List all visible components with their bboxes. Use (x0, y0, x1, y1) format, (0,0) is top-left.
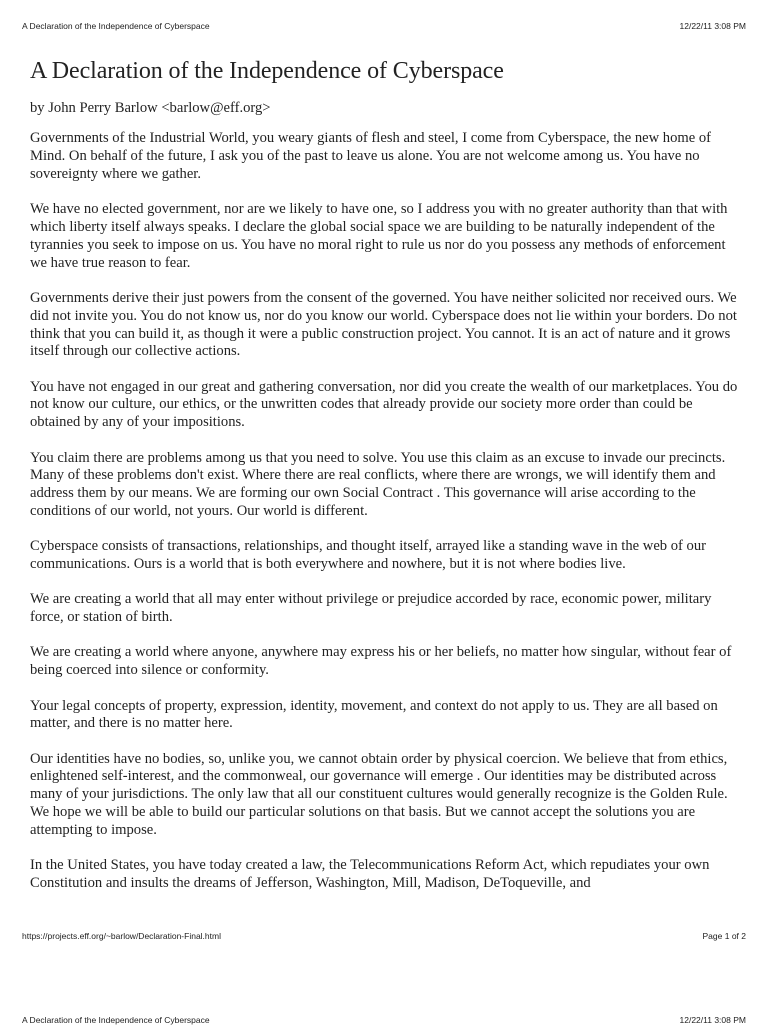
next-page-header-datetime: 12/22/11 3:08 PM (679, 1015, 746, 1025)
paragraph: We are creating a world that all may enter without privilege or prejudice accorded by race, economic power, military force, or station of birth. (30, 591, 712, 626)
paragraph: You claim there are problems among us that you need to solve. You use this claim as an excuse to invade our precincts. Many of these problems don't exist. Where there are real conflicts, where there are wrongs, we will identify them and address them by our means. We are forming our own Social Contract . This governance will arise according to the conditions of our world, not yours. Our world is different. (30, 449, 726, 519)
paragraph: Governments derive their just powers from the consent of the governed. You have neither solicited nor received ours. We did not invite you. You do not know us, nor do you know our world. Cyberspace does not lie within your borders. Do not think that you can build it, as though it were a public construction project. You cannot. It is an act of nature and it grows itself through our collective actions. (30, 289, 737, 360)
paragraph: In the United States, you have today created a law, the Telecommunications Reform Act, which repudiates your own Constitution and insults the dreams of Jefferson, Washington, Mill, Madison, DeToqueville, and (30, 857, 710, 891)
print-header-title: A Declaration of the Independence of Cyberspace (22, 21, 210, 31)
paragraph: Our identities have no bodies, so, unlike you, we cannot obtain order by physical coercion. We believe that from ethics, enlightened self-interest, and the commonweal, our governance will emerge . Our identities may be distributed across many of your jurisdictions. The only law that all our constituent cultures would generally recognize is the Golden Rule. We hope we will be able to build our particular solutions on that basis. But we cannot accept the solutions you are attempting to impose. (30, 750, 728, 838)
paragraph: We have no elected government, nor are we likely to have one, so I address you with no greater authority than that with which liberty itself always speaks. I declare the global social space we are building to be naturally independent of the tyrannies you seek to impose on us. You have no moral right to rule us nor do you possess any methods of enforcement we have true reason to fear. (30, 201, 728, 271)
print-header (22, 21, 746, 31)
paragraph: Governments of the Industrial World, you weary giants of flesh and steel, I come from Cyberspace, the new home of Mind. On behalf of the future, I ask you of the past to leave us alone. You are not welcome among us. You have no sovereignty where we gather. (30, 130, 712, 182)
byline: by John Perry Barlow <barlow@eff.org> (30, 99, 271, 116)
paragraph: We are creating a world where anyone, anywhere may express his or her beliefs, no matter how singular, without fear of being coerced into silence or conformity. (30, 644, 732, 679)
print-header-datetime: 12/22/11 3:08 PM (679, 21, 746, 31)
page-title: A Declaration of the Independence of Cyberspace (30, 58, 504, 84)
document-body (30, 58, 742, 893)
next-page-header-title: A Declaration of the Independence of Cyberspace (22, 1015, 210, 1025)
page-number: Page 1 of 2 (702, 931, 746, 941)
print-footer (22, 931, 746, 941)
paragraph: You have not engaged in our great and gathering conversation, nor did you create the wealth of our marketplaces. You do not know our culture, our ethics, or the unwritten codes that already provide our society more order than could be obtained by any of your impositions. (30, 378, 738, 431)
paragraph: Your legal concepts of property, expression, identity, movement, and context do not apply to us. They are all based on matter, and there is no matter here. (30, 697, 718, 732)
paragraph: Cyberspace consists of transactions, relationships, and thought itself, arrayed like a standing wave in the web of our communications. Ours is a world that is both everywhere and nowhere, but it is not where bodies live. (30, 538, 707, 573)
source-url: https://projects.eff.org/~barlow/Declaration-Final.html (22, 931, 221, 941)
